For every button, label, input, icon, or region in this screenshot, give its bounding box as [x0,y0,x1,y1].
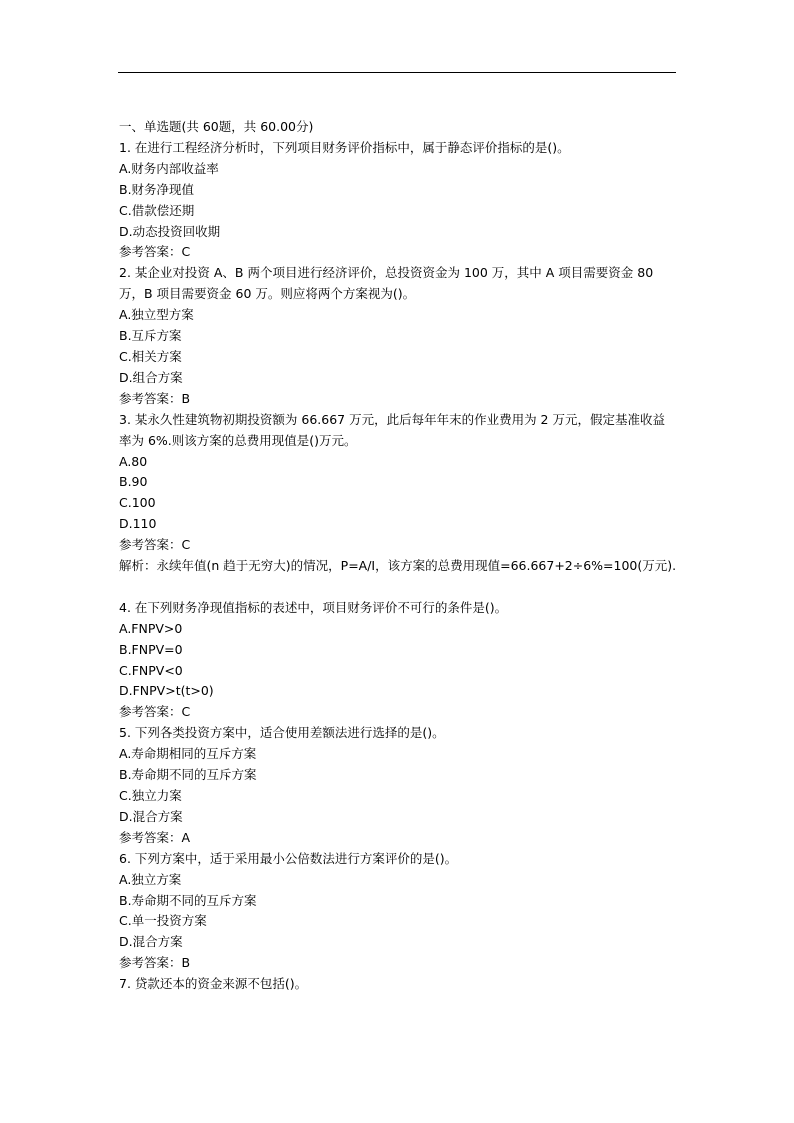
question-5 [119,723,677,848]
question-stem: 5. 下列各类投资方案中，适合使用差额法进行选择的是()。 [119,725,445,741]
option: D.110 [119,516,157,532]
question-stem: 3. 某永久性建筑物初期投资额为 66.667 万元，此后每年年末的作业费用为 2 万元，假定基准收益率为 6%.则该方案的总费用现值是()万元。 [119,411,665,448]
question-stem: 4. 在下列财务净现值指标的表述中，项目财务评价不可行的条件是()。 [119,599,508,615]
option: A.独立方案 [119,871,182,887]
question-2 [119,263,677,409]
answer: 参考答案：C [119,704,191,720]
question-4 [119,598,677,723]
option: A.FNPV>0 [119,620,183,636]
analysis: 解析：永续年值(n 趋于无穷大)的情况，P=A/I，该方案的总费用现值=66.667+2÷6%=100(万元). [119,558,677,574]
option: C.独立力案 [119,787,182,803]
option: C.FNPV<0 [119,662,183,678]
option: C.借款偿还期 [119,202,195,218]
question-6 [119,849,677,974]
answer: 参考答案：A [119,829,191,845]
answer: 参考答案：B [119,955,191,971]
option: B.90 [119,474,148,490]
option: C.单一投资方案 [119,913,207,929]
question-stem: 2. 某企业对投资 A、B 两个项目进行经济评价，总投资资金为 100 万，其中 A 项目需要资金 80 万，B 项目需要资金 60 万。则应将两个方案视为()。 [119,265,654,302]
option: D.动态投资回收期 [119,223,221,239]
option: A.财务内部收益率 [119,160,219,176]
option: D.混合方案 [119,934,183,950]
option: C.相关方案 [119,348,182,364]
header-rule [118,72,676,73]
question-3 [119,410,677,577]
option: B.寿命期不同的互斥方案 [119,892,257,908]
option: D.组合方案 [119,369,183,385]
question-stem: 1. 在进行工程经济分析时，下列项目财务评价指标中，属于静态评价指标的是()。 [119,139,570,155]
question-stem: 6. 下列方案中，适于采用最小公倍数法进行方案评价的是()。 [119,850,458,866]
option: D.FNPV>t(t>0) [119,683,214,699]
option: A.独立型方案 [119,307,194,323]
option: A.80 [119,453,148,469]
spacer [119,577,677,598]
question-stem: 7. 贷款还本的资金来源不包括()。 [119,976,308,992]
option: A.寿命期相同的互斥方案 [119,746,257,762]
answer: 参考答案：C [119,244,191,260]
option: C.100 [119,495,156,511]
answer: 参考答案：B [119,390,191,406]
option: B.财务净现值 [119,181,195,197]
option: D.混合方案 [119,808,183,824]
option: B.FNPV=0 [119,641,183,657]
answer: 参考答案：C [119,537,191,553]
document-body [119,117,677,995]
section-title: 一、单选题(共 60题，共 60.00分) [119,119,314,134]
question-1 [119,138,677,263]
option: B.寿命期不同的互斥方案 [119,767,257,783]
question-7 [119,974,677,995]
option: B.互斥方案 [119,328,182,344]
